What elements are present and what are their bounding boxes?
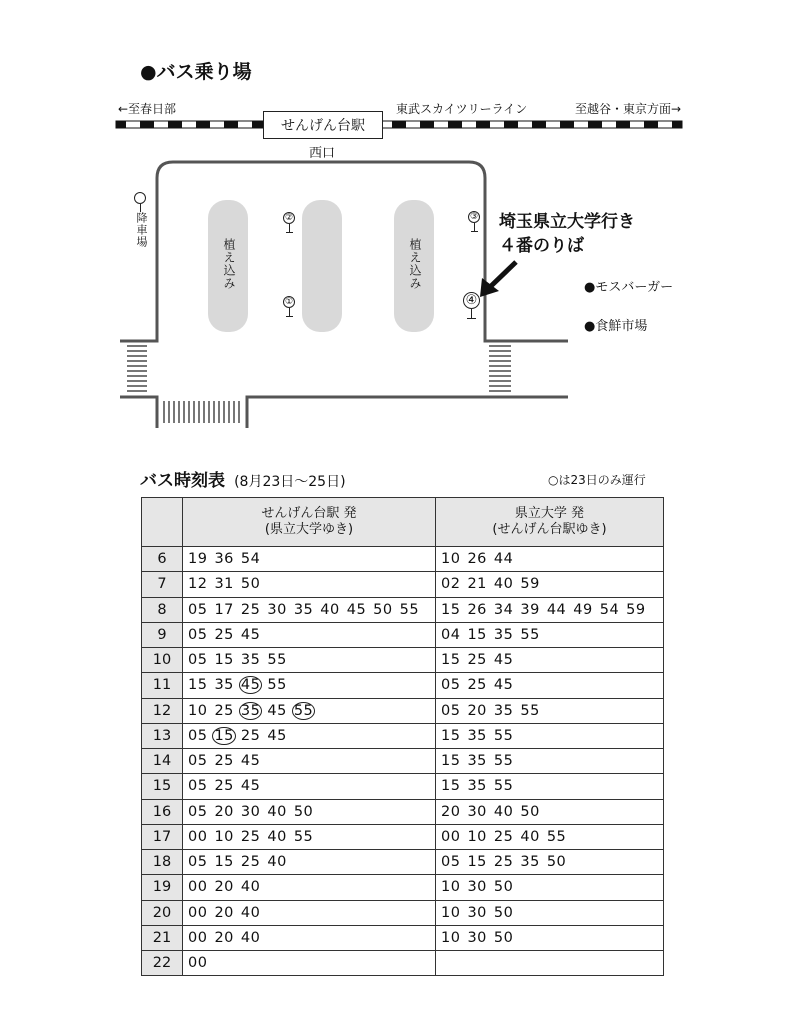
departure-minute: 30 [467,803,487,820]
departures-from-university-cell [436,572,664,597]
departure-minute: 21 [467,576,487,593]
departure-minute: 30 [467,904,487,921]
hour-cell: 11 [142,673,183,698]
departure-minute: 31 [214,576,234,593]
header-hour-cell [142,498,183,547]
departure-minute: 15 [441,727,461,744]
departures-from-station-cell [183,723,436,748]
departure-minute: 50 [493,879,514,896]
departure-minute: 25 [240,601,261,618]
departure-minute: 40 [240,929,261,946]
departure-minute: 35 [467,727,487,744]
departure-minute: 04 [441,626,461,643]
departures-from-university-cell [436,799,664,824]
departure-minute: 10 [441,879,461,896]
timetable-row [142,850,664,875]
timetable-table [141,497,664,976]
departure-minute: 25 [214,702,234,719]
departure-minute: 19 [188,551,208,568]
departure-minute-circled: 35 [240,702,261,719]
departure-minute: 35 [520,854,540,871]
header-from-station-line2: (県立大学ゆき) [264,522,354,537]
departure-minute: 05 [188,626,208,643]
crosswalk-left [127,345,147,392]
departure-minute: 40 [520,828,540,845]
departure-minute: 55 [267,677,287,694]
departure-minute: 15 [214,652,234,669]
departures-from-station-cell [183,572,436,597]
header-from-station-line1: せんげん台駅 発 [261,506,357,521]
departure-minute: 00 [188,879,208,896]
timetable-row [142,925,664,950]
departure-minute: 10 [441,929,461,946]
departures-from-station-cell [183,850,436,875]
departures-from-station-cell [183,749,436,774]
hour-cell: 9 [142,622,183,647]
timetable-row [142,799,664,824]
departure-minute: 30 [467,929,487,946]
departures-from-university-cell [436,597,664,622]
departure-minute: 26 [467,551,487,568]
hour-cell: 17 [142,824,183,849]
departure-minute: 30 [267,601,287,618]
departure-minute: 00 [441,828,461,845]
departure-minute: 25 [240,854,261,871]
timetable-row [142,951,664,976]
departure-minute: 45 [240,626,261,643]
hour-cell: 12 [142,698,183,723]
hour-cell: 18 [142,850,183,875]
departures-from-university-cell [436,698,664,723]
timetable-row [142,572,664,597]
departure-minute: 45 [240,778,261,795]
departure-minute: 10 [441,551,461,568]
departure-minute: 40 [240,879,261,896]
timetable-row [142,597,664,622]
timetable-row [142,723,664,748]
departure-minute: 35 [240,652,261,669]
timetable-row [142,698,664,723]
departure-minute: 20 [467,702,487,719]
departure-minute: 55 [546,828,567,845]
departure-minute: 54 [240,551,261,568]
departure-minute: 05 [188,803,208,820]
departures-from-station-cell [183,698,436,723]
departure-minute: 25 [493,828,514,845]
hour-cell: 20 [142,900,183,925]
landmark-mos-burger: ●モスバーガー [584,280,674,295]
departures-from-university-cell [436,622,664,647]
departure-minute: 00 [188,929,208,946]
departure-minute: 26 [467,601,487,618]
departure-minute: 25 [214,626,234,643]
stop-4-number: ④ [463,292,480,309]
departure-minute: 00 [188,955,208,972]
destination-line2: ４番のりば [499,236,584,256]
dropoff-label: 降車場 [135,212,148,248]
departure-minute: 20 [214,803,234,820]
hour-cell: 8 [142,597,183,622]
timetable-note: ○は23日のみ運行 [548,473,646,487]
hour-cell: 19 [142,875,183,900]
planter-right-label: 植え込み [408,238,422,290]
crosswalk-right [489,345,511,392]
departures-from-station-cell [183,951,436,976]
departure-minute: 15 [467,854,487,871]
departures-from-university-cell [436,875,664,900]
timetable-row [142,749,664,774]
departure-minute: 49 [573,601,593,618]
departure-minute: 40 [493,803,514,820]
departure-minute: 55 [520,702,540,719]
departure-minute: 10 [441,904,461,921]
header-from-university-line1: 県立大学 発 [514,506,585,521]
departures-from-university-cell [436,774,664,799]
stop-2-number: ② [284,213,294,223]
planter-left-label: 植え込み [222,238,236,290]
departures-from-station-cell [183,799,436,824]
right-direction-label: 至越谷・東京方面→ [575,102,682,116]
departure-minute: 45 [240,753,261,770]
departure-minute: 50 [240,576,261,593]
departure-minute: 25 [467,652,487,669]
departure-minute: 55 [293,828,314,845]
departure-minute: 45 [493,677,514,694]
departures-from-station-cell [183,900,436,925]
hour-cell: 6 [142,547,183,572]
departure-minute: 05 [188,652,208,669]
timetable-row [142,547,664,572]
departure-minute: 50 [493,904,514,921]
departures-from-university-cell [436,824,664,849]
departure-minute: 00 [188,828,208,845]
timetable-title: バス時刻表 [140,471,225,491]
hour-cell: 21 [142,925,183,950]
hour-cell: 16 [142,799,183,824]
station-name-box [263,111,383,139]
departures-from-station-cell [183,824,436,849]
departure-minute: 35 [493,702,514,719]
departure-minute: 50 [546,854,567,871]
exit-label: 西口 [309,146,336,161]
departure-minute: 59 [520,576,540,593]
departure-minute-circled: 55 [293,702,314,719]
departures-from-station-cell [183,622,436,647]
departure-minute: 30 [240,803,261,820]
stop-3-number: ③ [469,212,479,222]
hour-cell: 14 [142,749,183,774]
departure-minute: 59 [626,601,646,618]
departure-minute: 15 [441,601,461,618]
departure-minute: 10 [214,828,234,845]
departure-minute: 05 [188,753,208,770]
road-edge [120,397,568,428]
departure-minute: 40 [240,904,261,921]
departure-minute: 15 [441,778,461,795]
departure-minute: 40 [267,803,287,820]
departure-minute: 45 [267,727,287,744]
departure-minute: 05 [188,778,208,795]
departure-minute: 12 [188,576,208,593]
departure-minute: 15 [214,854,234,871]
map-title: ●バス乗り場 [140,61,252,83]
departure-minute: 40 [320,601,340,618]
departure-minute: 20 [441,803,461,820]
header-from-university [436,498,664,547]
hour-cell: 13 [142,723,183,748]
timetable-row [142,900,664,925]
departure-minute: 55 [267,652,287,669]
stop-1-number: ① [284,297,294,307]
timetable-row [142,774,664,799]
departure-minute: 25 [467,677,487,694]
departure-minute: 25 [214,753,234,770]
departure-minute: 44 [493,551,514,568]
timetable-heading [140,466,346,491]
departure-minute: 25 [240,727,261,744]
departures-from-university-cell [436,648,664,673]
departure-minute-circled: 45 [240,677,261,694]
departure-minute: 05 [188,601,208,618]
departure-minute: 50 [293,803,314,820]
departure-minute: 55 [493,778,514,795]
departure-minute: 35 [467,753,487,770]
hour-cell: 22 [142,951,183,976]
timetable-header-row [142,498,664,547]
departure-minute: 20 [214,879,234,896]
departure-minute: 55 [493,727,514,744]
departure-minute: 20 [214,904,234,921]
departure-minute: 05 [441,854,461,871]
departure-minute: 10 [188,702,208,719]
bus-stop-2 [283,212,295,233]
hour-cell: 10 [142,648,183,673]
departure-minute: 05 [441,702,461,719]
departure-minute: 00 [188,904,208,921]
departure-minute-circled: 15 [214,727,234,744]
departure-minute: 05 [188,727,208,744]
departure-minute: 45 [346,601,367,618]
header-from-station [183,498,436,547]
departures-from-station-cell [183,547,436,572]
departure-minute: 15 [441,652,461,669]
departure-minute: 20 [214,929,234,946]
departure-minute: 25 [493,854,514,871]
departure-minute: 25 [214,778,234,795]
timetable-period: (8月23日〜25日) [234,474,346,490]
departure-minute: 15 [467,626,487,643]
departures-from-station-cell [183,875,436,900]
departure-minute: 50 [493,929,514,946]
departure-minute: 35 [467,778,487,795]
departures-from-university-cell [436,673,664,698]
railway-line-label: 東武スカイツリーライン [396,102,528,116]
timetable-row [142,648,664,673]
departures-from-university-cell [436,723,664,748]
hour-cell: 7 [142,572,183,597]
departure-minute: 39 [520,601,540,618]
railway-track [116,121,682,128]
departure-minute: 30 [467,879,487,896]
departure-minute: 40 [267,854,287,871]
timetable-row [142,824,664,849]
departures-from-station-cell [183,648,436,673]
departures-from-university-cell [436,925,664,950]
departure-minute: 05 [188,854,208,871]
dropoff-stop [134,192,146,212]
timetable-row [142,673,664,698]
departure-minute: 17 [214,601,234,618]
departure-minute: 55 [399,601,420,618]
bus-stop-1 [283,296,295,317]
departure-minute: 45 [493,652,514,669]
station-name: せんげん台駅 [281,118,365,134]
departures-from-station-cell [183,925,436,950]
landmark-food-market: ●食鮮市場 [584,319,648,334]
departures-from-university-cell [436,850,664,875]
bus-stop-3 [468,211,480,232]
departures-from-university-cell [436,951,664,976]
departure-minute: 55 [520,626,540,643]
timetable-row [142,875,664,900]
departure-minute: 35 [293,601,314,618]
departure-minute: 44 [546,601,567,618]
departure-minute: 45 [267,702,287,719]
departure-minute: 35 [493,626,514,643]
timetable-row [142,622,664,647]
bus-stop-4 [463,292,480,319]
departure-minute: 25 [240,828,261,845]
departures-from-university-cell [436,900,664,925]
departure-minute: 05 [441,677,461,694]
departure-minute: 50 [373,601,393,618]
departures-from-station-cell [183,774,436,799]
departure-minute: 40 [493,576,514,593]
departure-minute: 55 [493,753,514,770]
departure-minute: 15 [441,753,461,770]
departure-minute: 10 [467,828,487,845]
left-direction-label: ←至春日部 [118,102,177,116]
departure-minute: 36 [214,551,234,568]
departure-minute: 40 [267,828,287,845]
departures-from-station-cell [183,673,436,698]
hour-cell: 15 [142,774,183,799]
planter-center [302,200,342,332]
departure-minute: 34 [493,601,514,618]
departures-from-station-cell [183,597,436,622]
departure-minute: 35 [214,677,234,694]
departure-minute: 15 [188,677,208,694]
departure-minute: 50 [520,803,540,820]
departure-minute: 02 [441,576,461,593]
header-from-university-line2: (せんげん台駅ゆき) [492,522,607,537]
departures-from-university-cell [436,547,664,572]
departures-from-university-cell [436,749,664,774]
destination-line1: 埼玉県立大学行き [499,212,635,232]
crosswalk-bottom [163,401,240,423]
destination-label [499,210,635,258]
departure-minute: 54 [599,601,620,618]
